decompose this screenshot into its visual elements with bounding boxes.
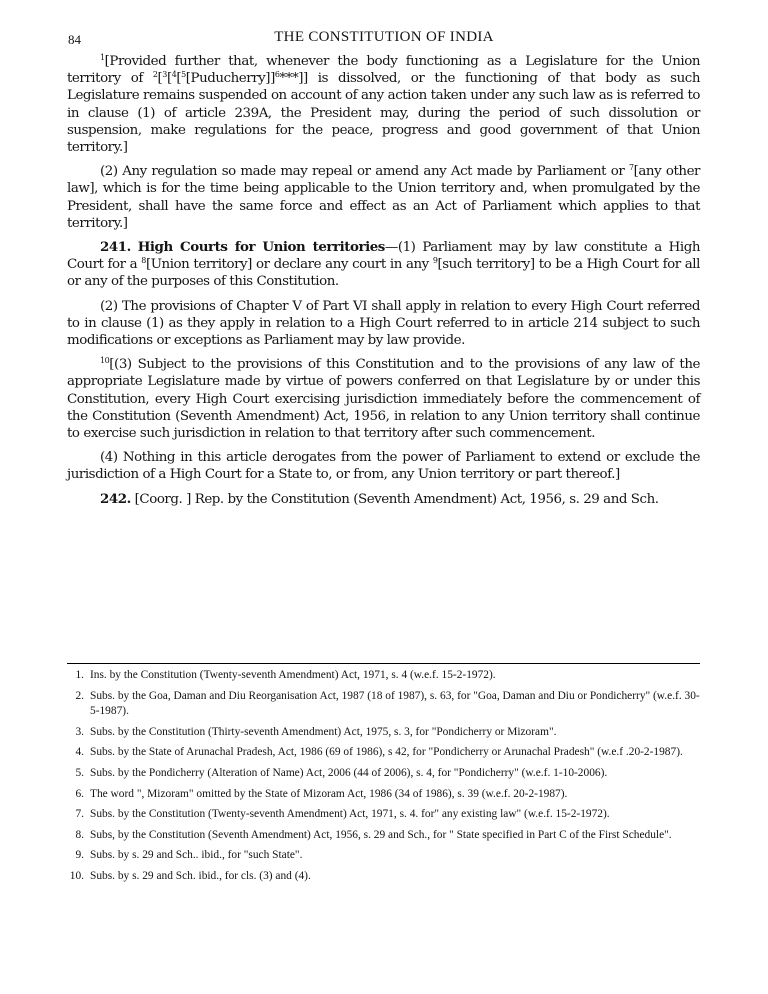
article-number: 242. [100,490,131,507]
article-241-paragraph: 241. High Courts for Union territories—(1) Parliament may by law constitute a High Court for a $^8$[Union territory] or declare any court in any $^9$[such territory] to be a High Court for all or any of the purposes of this Constitution. [67,239,701,290]
main-text [67,53,700,515]
footnote-marker: 8 [141,256,146,266]
footnote-text: Subs. by the Constitution (Twenty-seventh Amendment) Act, 1971, s. 4. for" any existing law" (w.e.f. 15-2-1972). [90,808,610,821]
footnote-number: 1. [75,669,84,681]
footnote-text: Subs. by the Constitution (Thirty-seventh Amendment) Act, 1975, s. 3, for "Pondicherry or Mizoram". [90,725,557,738]
page-header-title: THE CONSTITUTION OF INDIA [274,29,494,45]
article-242-paragraph: 242. [Coorg. ] Rep. by the Constitution (Seventh Amendment) Act, 1956, s. 29 and Sch. [100,490,659,507]
footnote-text: Subs, by the Constitution (Seventh Amendment) Act, 1956, s. 29 and Sch., for " State specified in Part C of the First Schedule". [90,828,672,841]
footnote-item [67,725,700,741]
clause-2-paragraph: (2) Any regulation so made may repeal or amend any Act made by Parliament or $^7$[any other law], which is for the time being applicable to the Union territory and, when promulgated by the President, shall have the same force and effect as an Act of Parliament which applies to that territory.] [67,163,700,231]
footnote-marker: 5 [181,70,186,80]
footnote-marker: 10 [100,356,110,366]
footnote-number: 8. [75,828,84,841]
footnote-number: 3. [75,725,84,738]
footnote-item [67,745,700,761]
footnote-divider [67,663,700,664]
footnote-item [67,848,700,864]
footnote-number: 9. [75,849,84,862]
footnote-text: Subs. by the Pondicherry (Alteration of Name) Act, 2006 (44 of 2006), s. 4, for "Pondicherry" (w.e.f. 1-10-2006). [90,766,608,779]
footnote-text: Subs. by s. 29 and Sch. ibid., for cls. (3) and (4). [90,869,311,882]
footnote-text: The word ", Mizoram" omitted by the State of Mizoram Act, 1986 (34 of 1986), s. 39 (w.e.f. 20-2-1987). [90,787,568,800]
footnote-item [67,668,700,684]
footnote-number: 7. [75,808,84,821]
article-241-clause-4: (4) Nothing in this article derogates from the power of Parliament to extend or exclude the jurisdiction of a High Court for a State to, or from, any Union territory or part thereof.] [67,450,700,483]
footnotes [67,668,700,890]
footnote-number: 2. [75,689,84,702]
footnote-item [67,787,700,803]
footnote-marker: 6 [274,70,280,80]
article-number: 241. [100,239,131,256]
footnote-marker: 3 [162,70,167,80]
footnote-item [67,828,700,844]
proviso-paragraph: $^1$[Provided further that, whenever the body functioning as a Legislature for the Union territory of $^2$[$^3$[$^4$[$^5$[Puducherry]]$^6$***]] is dissolved, or the functioning of that body as such Legislature remains suspended on account of any action taken under any such law as is referred to in clause (1) of article 239A, the President may, during the period of such dissolution or suspension, make regulations for the peace, progress and good government of that Union territory.] [67,53,700,156]
footnote-marker: 9 [432,256,438,266]
footnote-number: 5. [75,766,84,779]
footnote-marker: 4 [171,70,177,80]
footnote-item [67,807,700,823]
footnote-item [67,689,700,720]
article-241-clause-3: $^{10}$[(3) Subject to the provisions of this Constitution and to the provisions of any law of the appropriate Legislature made by virtue of powers conferred on that Legislature by or under this Constitution, every High Court exercising jurisdiction immediately before the commencement of the Constitution (Seventh Amendment) Act, 1956, in relation to any Union territory shall continue to exercise such jurisdiction in relation to that territory after such commencement. [67,356,700,442]
footnote-item [67,869,700,885]
footnote-text: Subs. by s. 29 and Sch.. ibid., for "such State". [90,849,303,862]
footnote-text: Subs. by the Goa, Daman and Diu Reorganisation Act, 1987 (18 of 1987), s. 63, for "Goa, Daman and Diu or Pondicherry" (w.e.f. 30-5-1987). [90,689,700,718]
footnote-item [67,766,700,782]
footnote-marker: 1 [100,53,105,62]
footnote-number: 6. [75,787,84,800]
footnote-text: Ins. by the Constitution (Twenty-seventh Amendment) Act, 1971, s. 4 (w.e.f. 15-2-1972). [90,669,496,681]
footnote-marker: 7 [628,163,634,173]
footnote-number: 4. [75,746,84,759]
article-title: High Courts for Union territories [137,239,385,256]
page-number: 84 [68,32,81,47]
footnote-text: Subs. by the State of Arunachal Pradesh, Act, 1986 (69 of 1986), s 42, for "Pondicherry or Arunachal Pradesh" (w.e.f .20-2-1987). [90,746,683,759]
footnote-marker: 2 [152,70,158,80]
footnote-number: 10. [69,869,84,882]
article-241-clause-2: (2) The provisions of Chapter V of Part VI shall apply in relation to every High Court referred to in clause (1) as they apply in relation to a High Court referred to in article 214 subject to such modifications or exceptions as Parliament may by law provide. [67,298,700,349]
